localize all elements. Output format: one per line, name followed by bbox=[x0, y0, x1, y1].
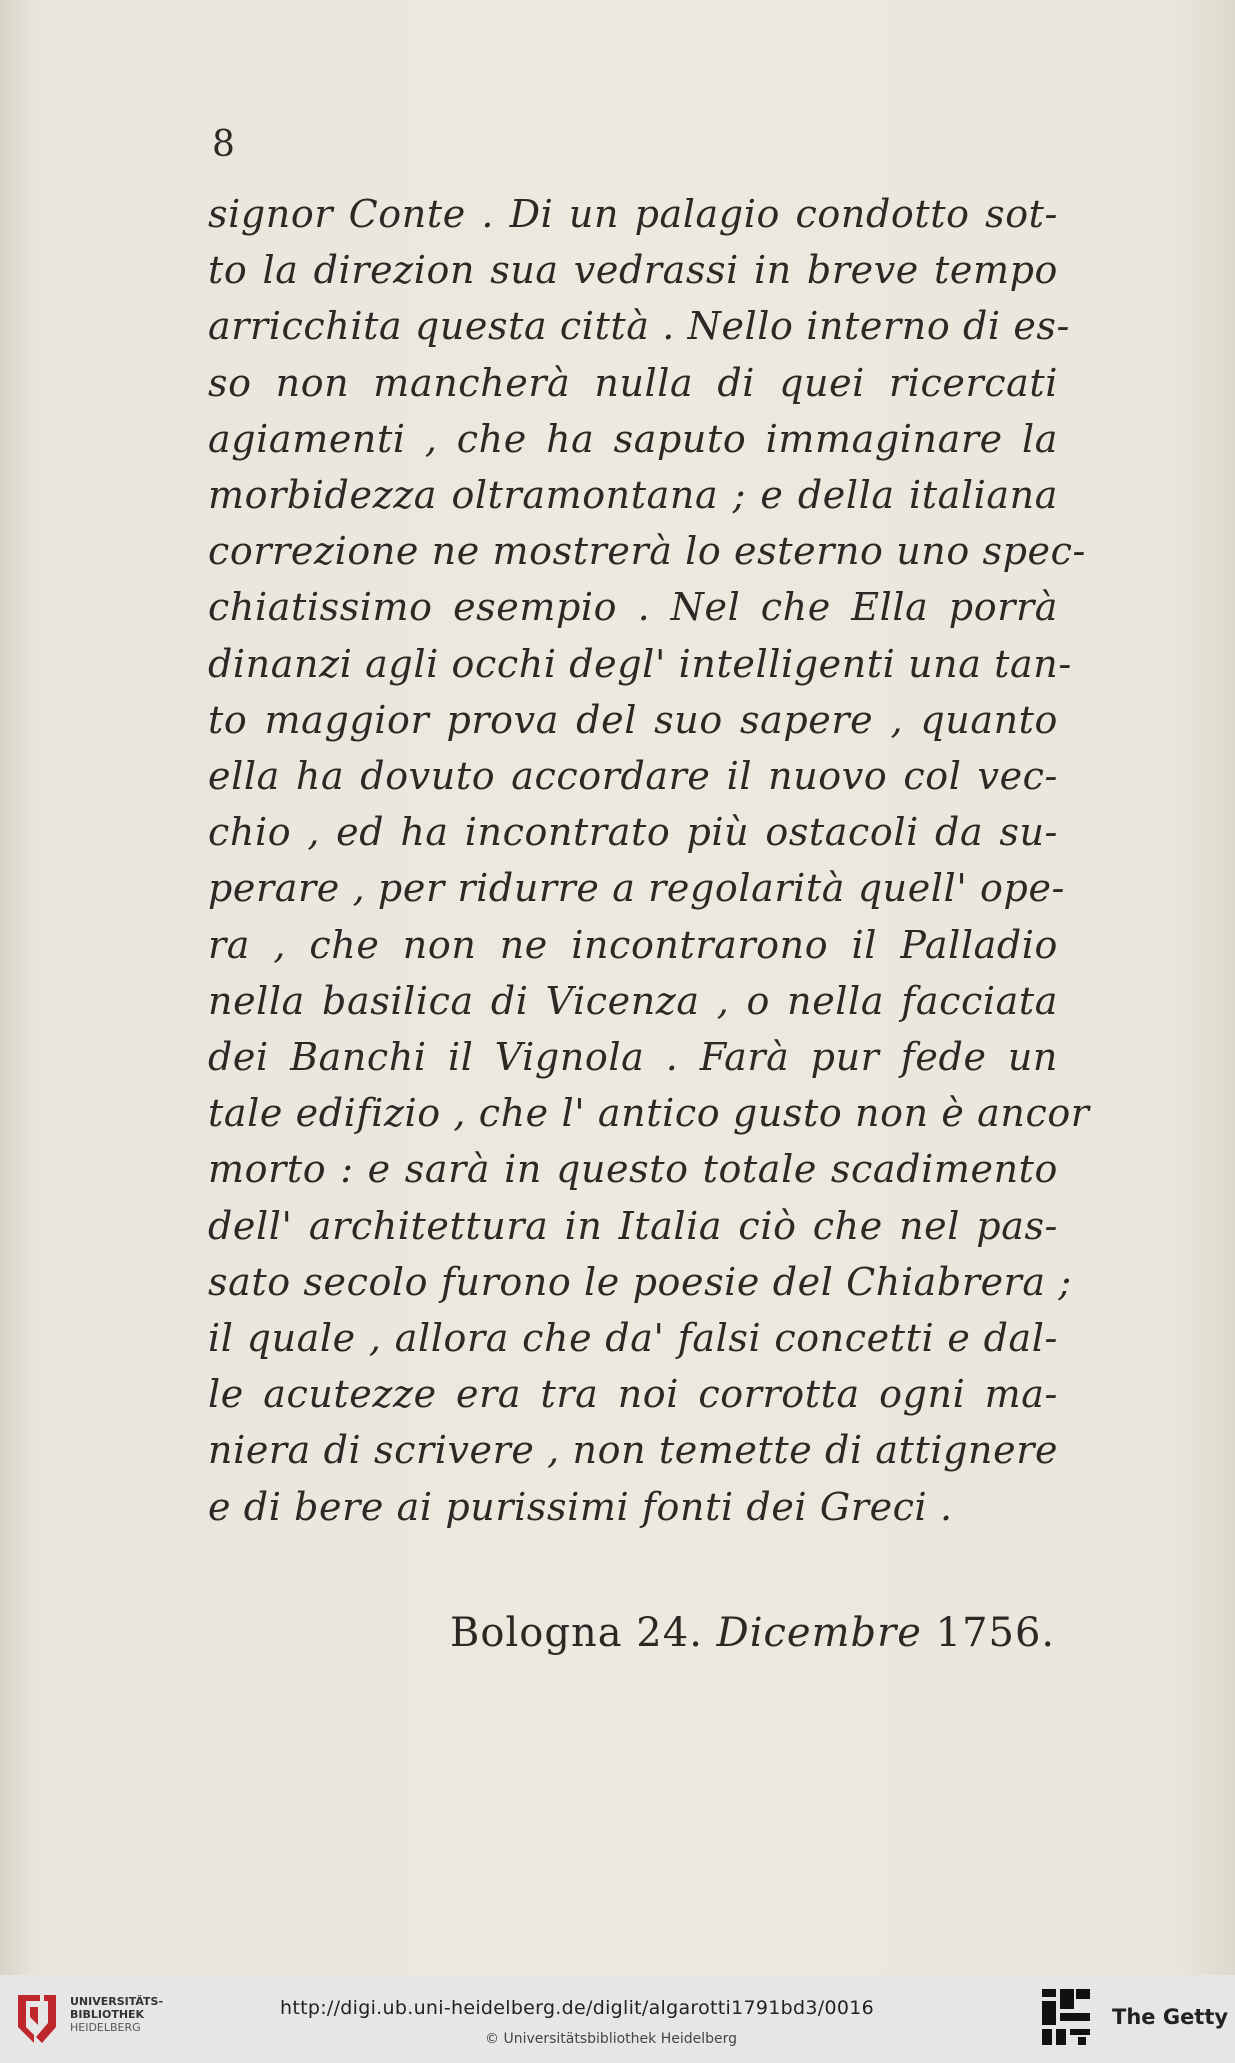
library-name-line3: HEIDELBERG bbox=[70, 2021, 141, 2034]
text-line: dell' architettura in Italia ciò che nel pas- bbox=[208, 1203, 1058, 1248]
text-line: chio , ed ha incontrato più ostacoli da su- bbox=[208, 810, 1058, 855]
text-line: so non mancherà nulla di quei ricercati bbox=[208, 360, 1058, 405]
text-line: e di bere ai purissimi fonti dei Greci . bbox=[208, 1484, 953, 1529]
text-line: il quale , allora che da' falsi concetti e dal- bbox=[208, 1316, 1058, 1361]
text-line: morto : e sarà in questo totale scadimento bbox=[208, 1147, 1058, 1192]
partner-name: The Getty bbox=[1112, 2005, 1229, 2029]
text-line: niera di scrivere , non temette di attignere bbox=[208, 1428, 1059, 1473]
dateline-place: Bologna bbox=[450, 1610, 623, 1656]
text-line: ra , che non ne incontrarono il Palladio bbox=[208, 922, 1058, 967]
getty-logo-icon bbox=[1040, 1987, 1092, 2047]
copyright-notice: © Universitätsbibliothek Heidelberg bbox=[485, 2031, 738, 2047]
library-name-line2: BIBLIOTHEK bbox=[70, 2008, 145, 2021]
body-text bbox=[208, 186, 1090, 1535]
dateline bbox=[450, 1610, 1055, 1656]
text-line: ella ha dovuto accordare il nuovo col vec- bbox=[208, 754, 1058, 799]
library-name bbox=[70, 1995, 163, 2034]
library-name-line1: UNIVERSITÄTS- bbox=[70, 1995, 164, 2008]
text-line: dei Banchi il Vignola . Farà pur fede un bbox=[208, 1035, 1058, 1080]
text-line: nella basilica di Vicenza , o nella facciata bbox=[208, 978, 1058, 1023]
page-number: 8 bbox=[212, 124, 235, 165]
text-line: chiatissimo esempio . Nel che Ella porrà bbox=[208, 585, 1058, 630]
text-line: perare , per ridurre a regolarità quell' ope- bbox=[208, 866, 1065, 911]
permalink-url[interactable]: http://digi.ub.uni-heidelberg.de/diglit/algarotti1791bd3/0016 bbox=[280, 1997, 875, 2019]
text-line: le acutezze era tra noi corrotta ogni ma- bbox=[208, 1372, 1058, 1417]
text-line: tale edifizio , che l' antico gusto non è ancor bbox=[208, 1091, 1090, 1136]
text-line: correzione ne mostrerà lo esterno uno spec- bbox=[208, 529, 1086, 574]
text-line: morbidezza oltramontana ; e della italiana bbox=[208, 473, 1058, 518]
text-line: to la direzion sua vedrassi in breve tempo bbox=[208, 248, 1058, 293]
text-line: signor Conte . Di un palagio condotto sot- bbox=[208, 192, 1058, 236]
dateline-year: 1756. bbox=[935, 1610, 1056, 1656]
text-line: agiamenti , che ha saputo immaginare la bbox=[208, 416, 1058, 461]
dateline-month: Dicembre bbox=[716, 1610, 922, 1656]
text-line: arricchita questa città . Nello interno di es- bbox=[208, 304, 1070, 349]
text-line: sato secolo furono le poesie del Chiabrera ; bbox=[208, 1259, 1072, 1304]
dateline-day: 24. bbox=[636, 1610, 703, 1656]
university-library-logo-icon bbox=[12, 1987, 62, 2051]
text-line: dinanzi agli occhi degl' intelligenti una tan- bbox=[208, 641, 1072, 686]
text-line: to maggior prova del suo sapere , quanto bbox=[208, 697, 1058, 742]
viewer-footer bbox=[0, 1975, 1235, 2063]
